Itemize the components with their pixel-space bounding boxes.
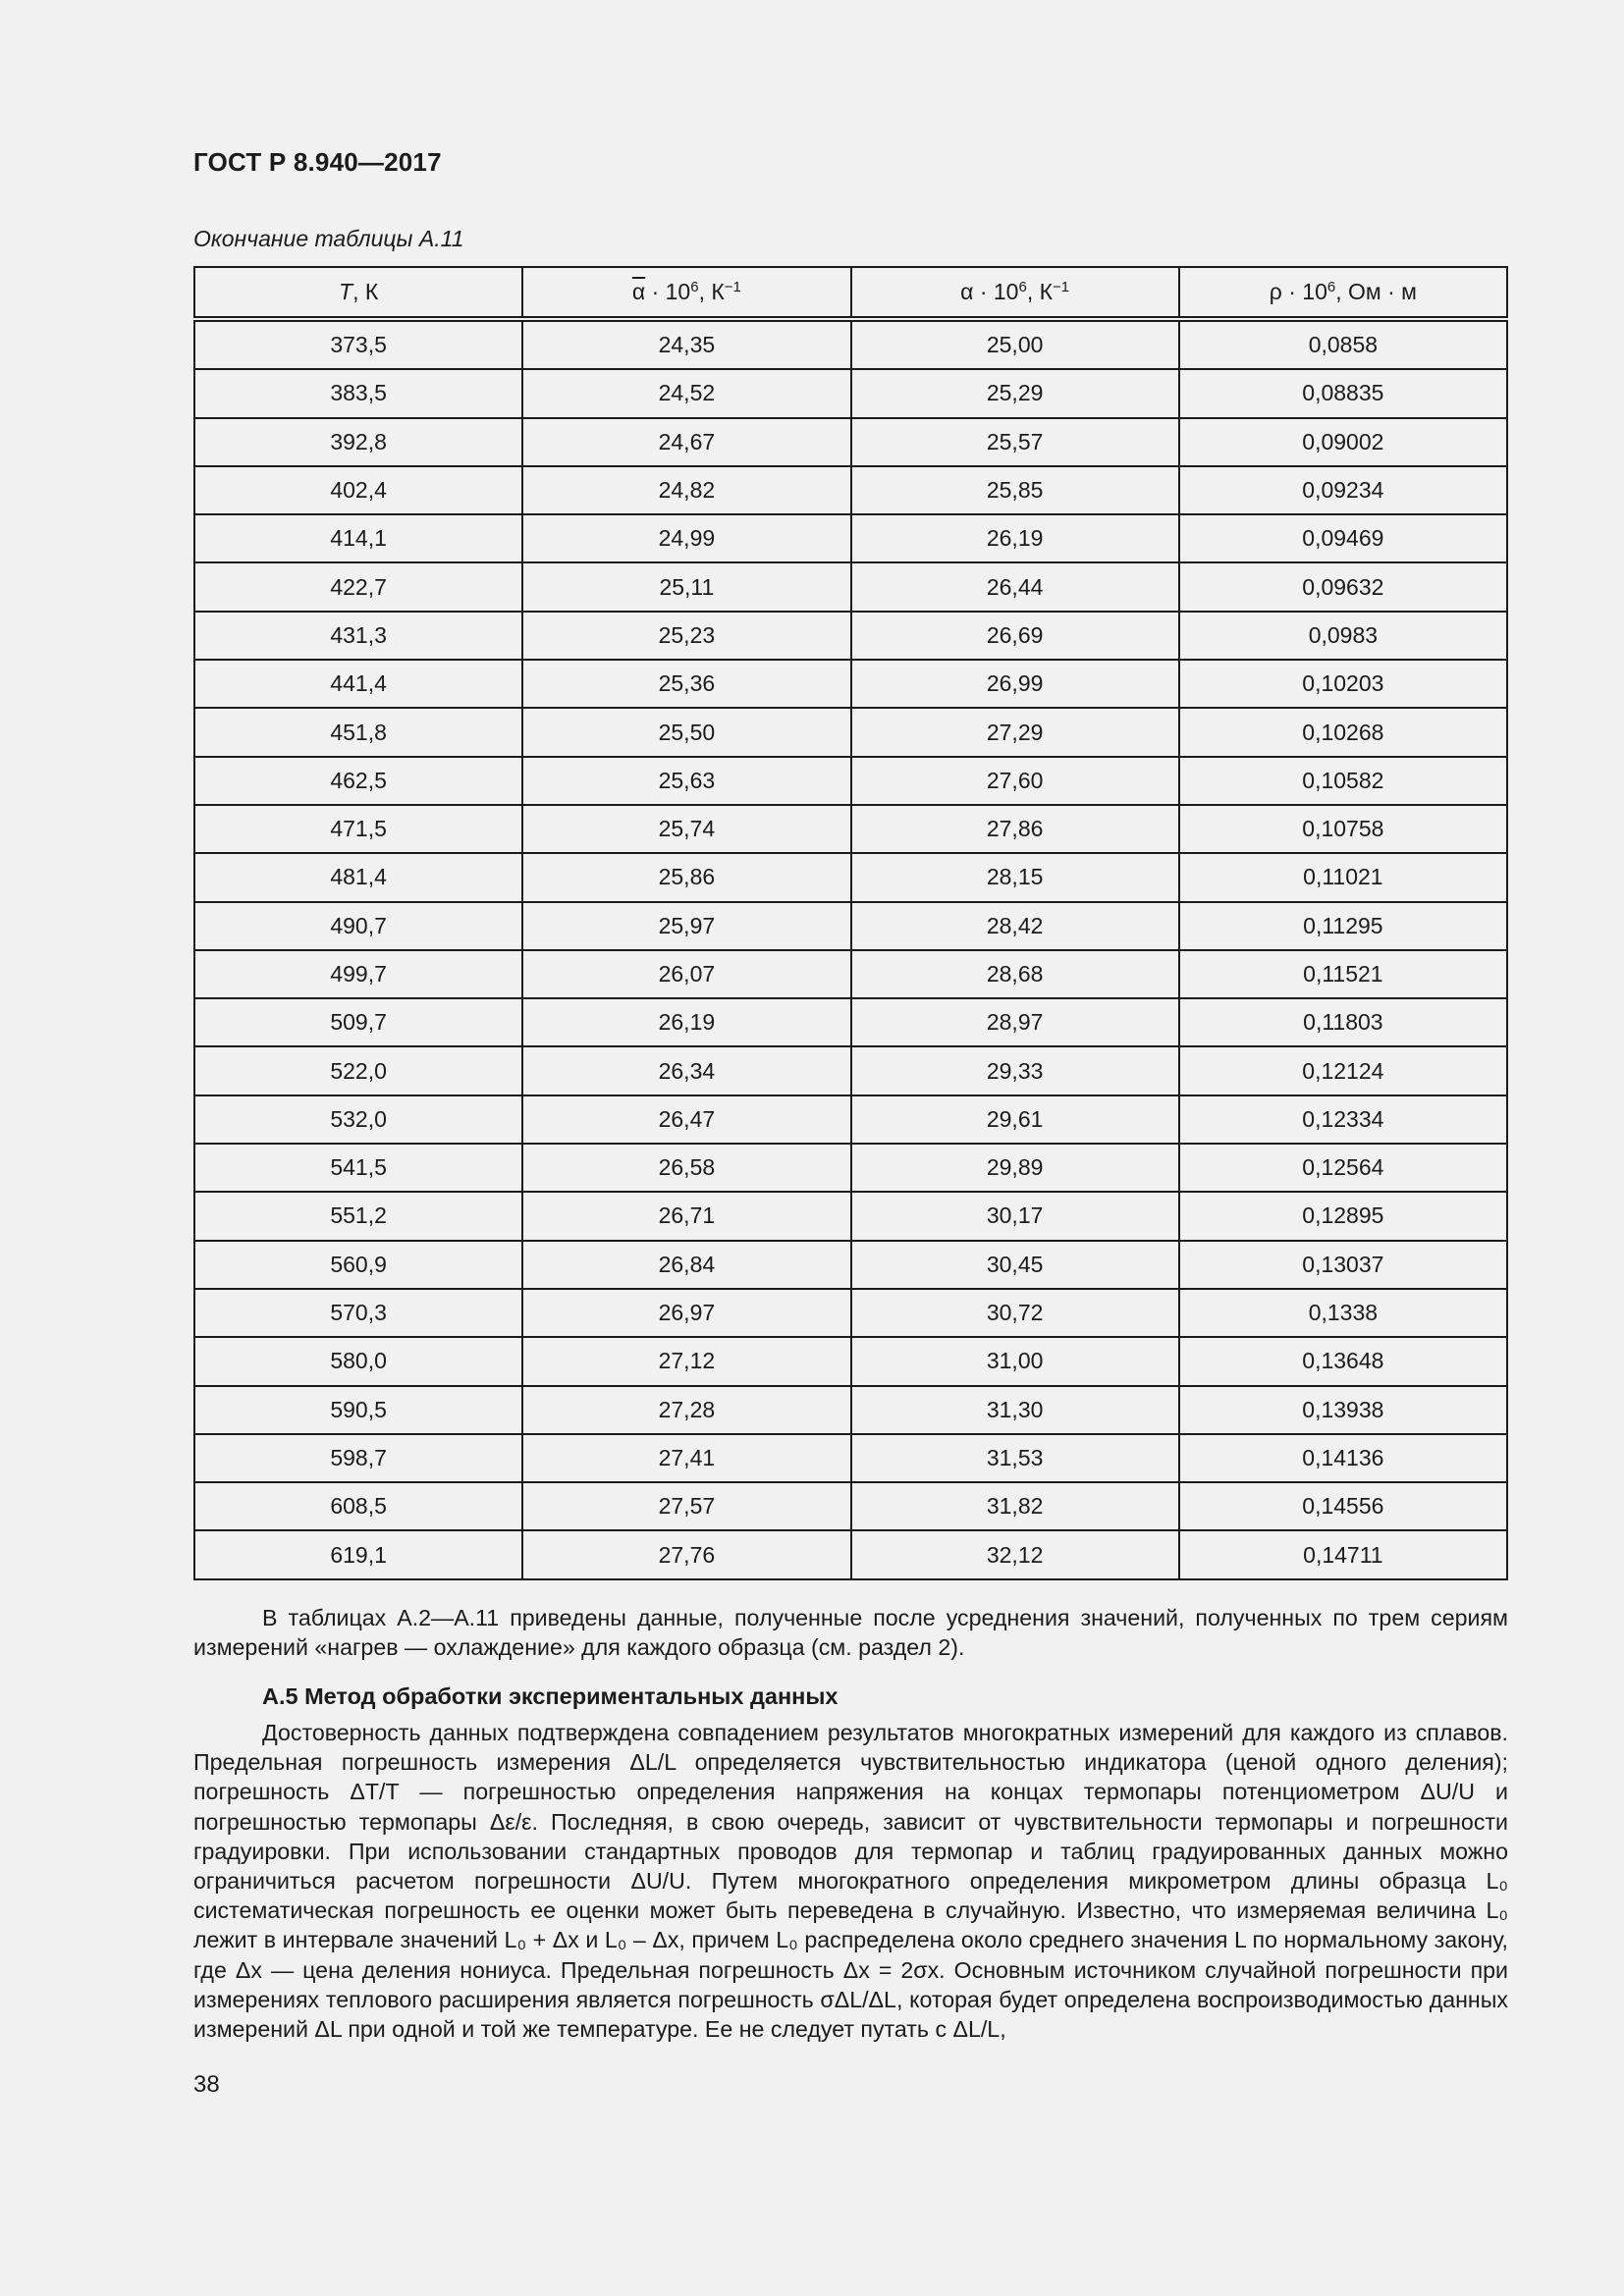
table-cell: 26,44: [851, 562, 1179, 611]
table-row: [194, 660, 1507, 708]
table-cell: 27,41: [522, 1434, 850, 1482]
table-row: [194, 1095, 1507, 1144]
table-cell: 619,1: [194, 1530, 522, 1578]
table-cell: 451,8: [194, 708, 522, 756]
table-row: [194, 1192, 1507, 1240]
table-cell: 0,14136: [1179, 1434, 1507, 1482]
table-cell: 0,13938: [1179, 1386, 1507, 1434]
table-cell: 28,97: [851, 998, 1179, 1046]
table-cell: 27,60: [851, 757, 1179, 805]
table-cell: 0,09234: [1179, 466, 1507, 514]
table-cell: 26,19: [522, 998, 850, 1046]
column-header-true-expansion-coefficient: $\alpha \cdot 10^6$, $К^{-1}$: [851, 267, 1179, 319]
table-cell: 551,2: [194, 1192, 522, 1240]
table-body: [194, 319, 1507, 1579]
column-header-resistivity: $\rho \cdot 10^6$, Ом · м: [1179, 267, 1507, 319]
paragraph-method: Достоверность данных подтверждена совпадением результатов многократных измерений для каждого из сплавов. Предельная погрешность измерения ΔL/L определяется чувствительностью индикатора (ценой одного деления); погрешность ΔT/T — погрешностью определения напряжения на концах термопары потенциометром ΔU/U и погрешностью термопары Δε/ε. Последняя, в свою очередь, зависит от чувствительности термопары и погрешности градуировки. При использовании стандартных проводов для термопар и таблиц градуированных данных можно ограничиться расчетом погрешности ΔU/U. Путем многократного определения микрометром длины образца L₀ систематическая погрешность ее оценки может быть переведена в случайную. Известно, что измеряемая величина L₀ лежит в интервале значений L₀ + Δx и L₀ – Δx, причем L₀ распределена около среднего значения L по нормальному закону, где Δx — цена деления нониуса. Предельная погрешность Δx = 2σx. Основным источником случайной погрешности при измерениях теплового расширения является погрешность σΔL/ΔL, которая будет определена воспроизводимостью данных измерений ΔL при одной и той же температуре. Ее не следует путать с ΔL/L,: [193, 1720, 1508, 2043]
table-cell: 0,0858: [1179, 319, 1507, 369]
table-cell: 590,5: [194, 1386, 522, 1434]
table-cell: 26,19: [851, 514, 1179, 562]
table-cell: 24,35: [522, 319, 850, 369]
table-cell: 29,89: [851, 1144, 1179, 1192]
table-cell: 30,45: [851, 1241, 1179, 1289]
column-header-mean-expansion-coefficient: $\overline{\alpha} \cdot 10^6$, $К^{-1}$: [522, 267, 850, 319]
table-cell: 580,0: [194, 1337, 522, 1385]
table-cell: 30,72: [851, 1289, 1179, 1337]
table-row: [194, 612, 1507, 660]
table-cell: 0,1338: [1179, 1289, 1507, 1337]
table-cell: 462,5: [194, 757, 522, 805]
table-cell: 0,13037: [1179, 1241, 1507, 1289]
table-cell: 441,4: [194, 660, 522, 708]
table-row: [194, 902, 1507, 950]
table-cell: 0,08835: [1179, 369, 1507, 417]
table-cell: 26,69: [851, 612, 1179, 660]
table-row: [194, 757, 1507, 805]
table-cell: 26,47: [522, 1095, 850, 1144]
table-cell: 422,7: [194, 562, 522, 611]
table-cell: 31,00: [851, 1337, 1179, 1385]
table-cell: 26,99: [851, 660, 1179, 708]
table-row: [194, 1530, 1507, 1578]
table-cell: 0,10203: [1179, 660, 1507, 708]
data-table: [193, 266, 1508, 1580]
table-cell: 26,71: [522, 1192, 850, 1240]
table-row: [194, 319, 1507, 369]
table-cell: 0,0983: [1179, 612, 1507, 660]
paragraph-averaging-note: В таблицах А.2—А.11 приведены данные, полученные после усреднения значений, полученных по трем сериям измерений «нагрев — охлаждение» для каждого образца (см. раздел 2).: [193, 1605, 1508, 1661]
table-cell: 490,7: [194, 902, 522, 950]
table-cell: 0,09469: [1179, 514, 1507, 562]
table-cell: 570,3: [194, 1289, 522, 1337]
table-cell: 28,15: [851, 853, 1179, 901]
table-cell: 431,3: [194, 612, 522, 660]
table-cell: 0,11021: [1179, 853, 1507, 901]
table-cell: 481,4: [194, 853, 522, 901]
table-cell: 27,29: [851, 708, 1179, 756]
table-row: [194, 1386, 1507, 1434]
table-cell: 25,50: [522, 708, 850, 756]
table-cell: 31,82: [851, 1482, 1179, 1530]
table-cell: 522,0: [194, 1046, 522, 1095]
table-cell: 0,12334: [1179, 1095, 1507, 1144]
table-cell: 29,61: [851, 1095, 1179, 1144]
table-row: [194, 1337, 1507, 1385]
table-cell: 27,76: [522, 1530, 850, 1578]
table-cell: 499,7: [194, 950, 522, 998]
document-code-header: ГОСТ Р 8.940—2017: [193, 147, 442, 177]
table-row: [194, 1046, 1507, 1095]
table-cell: 26,58: [522, 1144, 850, 1192]
table-cell: 0,10758: [1179, 805, 1507, 853]
column-header-temperature: T, К: [194, 267, 522, 319]
table-cell: 29,33: [851, 1046, 1179, 1095]
table-cell: 31,53: [851, 1434, 1179, 1482]
table-cell: 26,07: [522, 950, 850, 998]
table-row: [194, 1289, 1507, 1337]
table-cell: 541,5: [194, 1144, 522, 1192]
table-cell: 0,11295: [1179, 902, 1507, 950]
table-cell: 27,28: [522, 1386, 850, 1434]
table-cell: 25,29: [851, 369, 1179, 417]
table-cell: 414,1: [194, 514, 522, 562]
table-caption: Окончание таблицы А.11: [193, 226, 464, 251]
table-cell: 373,5: [194, 319, 522, 369]
table-cell: 26,97: [522, 1289, 850, 1337]
table-cell: 28,42: [851, 902, 1179, 950]
table-cell: 24,82: [522, 466, 850, 514]
table-cell: 598,7: [194, 1434, 522, 1482]
table-row: [194, 466, 1507, 514]
table-cell: 30,17: [851, 1192, 1179, 1240]
table-row: [194, 418, 1507, 466]
table-cell: 0,13648: [1179, 1337, 1507, 1385]
table-cell: 25,74: [522, 805, 850, 853]
table-cell: 25,11: [522, 562, 850, 611]
table-cell: 0,14556: [1179, 1482, 1507, 1530]
table-cell: 560,9: [194, 1241, 522, 1289]
table-cell: 28,68: [851, 950, 1179, 998]
table-row: [194, 853, 1507, 901]
table-cell: 0,11521: [1179, 950, 1507, 998]
table-row: [194, 998, 1507, 1046]
table-cell: 0,12124: [1179, 1046, 1507, 1095]
table-cell: 24,67: [522, 418, 850, 466]
table-cell: 25,86: [522, 853, 850, 901]
table-row: [194, 1434, 1507, 1482]
table-cell: 0,14711: [1179, 1530, 1507, 1578]
table-cell: 402,4: [194, 466, 522, 514]
table-header-row: [194, 267, 1507, 319]
table-cell: 25,63: [522, 757, 850, 805]
page-number: 38: [193, 2071, 220, 2098]
table-cell: 27,12: [522, 1337, 850, 1385]
table-cell: 24,99: [522, 514, 850, 562]
table-row: [194, 1482, 1507, 1530]
table-cell: 0,10582: [1179, 757, 1507, 805]
table-row: [194, 1241, 1507, 1289]
table-cell: 25,85: [851, 466, 1179, 514]
table-cell: 27,57: [522, 1482, 850, 1530]
table-cell: 0,09632: [1179, 562, 1507, 611]
table-cell: 26,84: [522, 1241, 850, 1289]
table-row: [194, 562, 1507, 611]
table-cell: 25,36: [522, 660, 850, 708]
table-row: [194, 950, 1507, 998]
table-cell: 532,0: [194, 1095, 522, 1144]
table-cell: 0,12564: [1179, 1144, 1507, 1192]
table-cell: 608,5: [194, 1482, 522, 1530]
table-cell: 0,10268: [1179, 708, 1507, 756]
table-cell: 26,34: [522, 1046, 850, 1095]
table-cell: 32,12: [851, 1530, 1179, 1578]
table-cell: 27,86: [851, 805, 1179, 853]
table-cell: 31,30: [851, 1386, 1179, 1434]
table-row: [194, 708, 1507, 756]
table-cell: 509,7: [194, 998, 522, 1046]
section-heading: А.5 Метод обработки экспериментальных данных: [262, 1683, 839, 1709]
table-row: [194, 369, 1507, 417]
table-cell: 25,00: [851, 319, 1179, 369]
table-row: [194, 1144, 1507, 1192]
table-cell: 25,97: [522, 902, 850, 950]
table-cell: 0,09002: [1179, 418, 1507, 466]
table-cell: 392,8: [194, 418, 522, 466]
table-row: [194, 805, 1507, 853]
table-cell: 0,11803: [1179, 998, 1507, 1046]
table-cell: 0,12895: [1179, 1192, 1507, 1240]
table-row: [194, 514, 1507, 562]
table-cell: 25,57: [851, 418, 1179, 466]
table-cell: 25,23: [522, 612, 850, 660]
table-cell: 383,5: [194, 369, 522, 417]
table-cell: 24,52: [522, 369, 850, 417]
table-cell: 471,5: [194, 805, 522, 853]
